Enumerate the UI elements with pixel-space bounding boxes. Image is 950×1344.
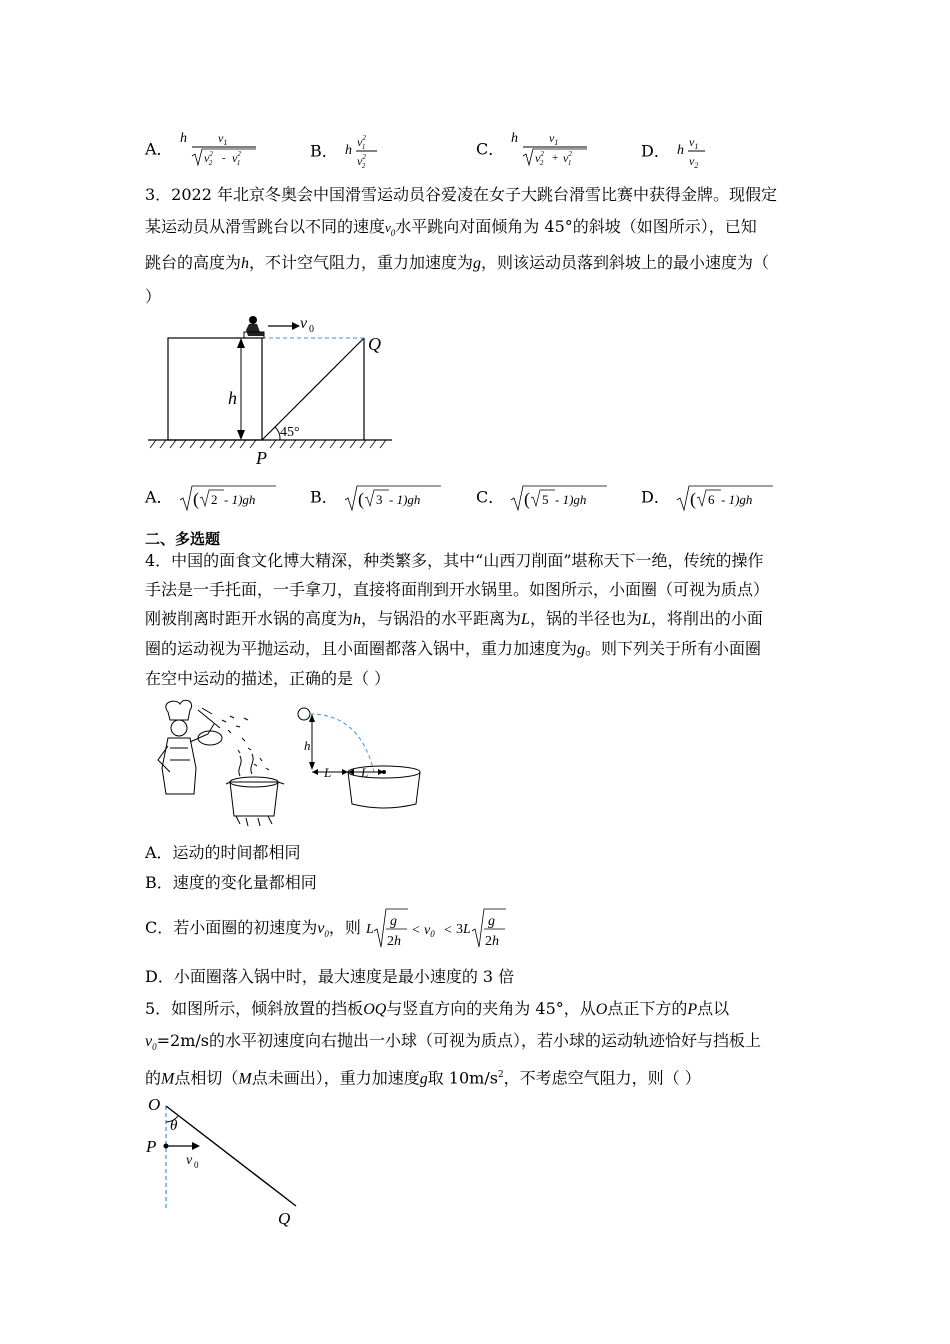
q5-line3: 的M点相切（M点未画出），重力加速度g取 $10m/s^2$，不考虑空气阻力，则（ ） bbox=[145, 1068, 701, 1088]
q4-line4: 圈的运动视为平抛运动，且小面圈都落入锅中，重力加速度为g。则下列关于所有小面圈 bbox=[145, 639, 762, 658]
svg-text:v22: $v^2$ 2 bbox=[356, 153, 366, 170]
svg-text:(: ( bbox=[689, 489, 696, 509]
svg-text:- 1)gh: - 1)gh bbox=[555, 492, 587, 507]
svg-text:v21: $v^2$ 1 bbox=[356, 134, 366, 151]
svg-text:h: h bbox=[511, 132, 519, 146]
p-label: P bbox=[256, 448, 267, 468]
q3-option-d: D． ( 6 - 1)gh bbox=[641, 484, 775, 512]
q5-line1: 5．如图所示，倾斜放置的挡板OQ与竖直方向的夹角为 45°，从O点正下方的P点以 bbox=[145, 999, 730, 1018]
q2-option-a-formula bbox=[178, 132, 258, 168]
svg-text:g: g bbox=[487, 913, 495, 929]
svg-text:v1: $v_1$ bbox=[217, 132, 227, 147]
svg-text:Q: Q bbox=[278, 1209, 291, 1228]
v0-label: v bbox=[300, 315, 308, 332]
svg-text:- 1)gh: - 1)gh bbox=[720, 492, 753, 507]
q4-option-a: A．运动的时间都相同 bbox=[145, 843, 301, 862]
svg-text:P: P bbox=[146, 1137, 157, 1156]
h-label: h bbox=[228, 388, 237, 408]
svg-text:2h: 2h bbox=[484, 933, 499, 949]
q2-option-a: A． h $v_1$ $v^2$ 2 - $v^2$ 1 bbox=[145, 132, 258, 168]
svg-text:L: L bbox=[324, 765, 332, 780]
q3-option-c: C． ( 5 - 1)gh bbox=[476, 484, 609, 512]
ground-hatching bbox=[150, 440, 386, 448]
svg-text:v22: $v^2$ 2 bbox=[203, 150, 213, 167]
svg-text:h: h bbox=[304, 738, 311, 753]
svg-text:v1: $v_1$ bbox=[549, 132, 559, 147]
q4-line1: 4．中国的面食文化博大精深，种类繁多，其中“山西刀削面”堪称天下一绝，传统的操作 bbox=[145, 551, 764, 570]
q2-option-d-formula bbox=[675, 132, 715, 172]
chef-illustration bbox=[150, 698, 290, 826]
angle-label: 45° bbox=[280, 425, 300, 440]
q3-line1: 3．2022 年北京冬奥会中国滑雪运动员谷爱凌在女子大跳台滑雪比赛中获得金牌。现假定 bbox=[145, 185, 777, 204]
svg-text:-: - bbox=[221, 152, 226, 164]
q-label: Q bbox=[368, 334, 381, 354]
svg-text:v2: $v_2$ bbox=[688, 154, 699, 170]
svg-text:(: ( bbox=[524, 489, 531, 509]
svg-text:2: 2 bbox=[210, 492, 218, 507]
trajectory bbox=[310, 714, 374, 772]
dough-ball bbox=[298, 708, 310, 720]
svg-text:3: 3 bbox=[375, 492, 383, 507]
svg-text:h: h bbox=[179, 132, 187, 146]
q2-option-b: B． h $v^2$ 1 $v^2$ 2 bbox=[310, 132, 383, 172]
q3-ski-jump-figure bbox=[140, 312, 400, 472]
svg-text:h: h bbox=[676, 143, 684, 158]
svg-text:(: ( bbox=[192, 489, 199, 509]
q2-option-b-formula bbox=[343, 132, 383, 172]
skier-icon bbox=[244, 316, 264, 338]
slope bbox=[262, 338, 364, 440]
svg-text:v: v bbox=[186, 1153, 193, 1168]
q2-option-d: D． h $v_1$ $v_2$ bbox=[641, 132, 715, 172]
q4-line2: 手法是一手托面，一手拿刀，直接将面削到开水锅里。如图所示，小面圈（可视为质点） bbox=[145, 580, 770, 599]
svg-text:(: ( bbox=[357, 489, 364, 509]
section-heading-multiple-choice: 二、多选题 bbox=[145, 530, 221, 548]
svg-text:- 1)gh: - 1)gh bbox=[388, 492, 421, 507]
svg-text:L: L bbox=[365, 921, 374, 937]
q4-option-c: C．若小面圈的初速度为$v_0$，则 L g 2h < $v_0$ < 3L g 2h bbox=[145, 906, 516, 950]
svg-text:<: < bbox=[411, 922, 420, 938]
q4-option-b: B．速度的变化量都相同 bbox=[145, 873, 317, 892]
svg-text:+: + bbox=[552, 152, 559, 164]
q2-option-c-formula bbox=[509, 132, 589, 168]
svg-text:g: g bbox=[389, 913, 397, 929]
svg-text:O: O bbox=[148, 1095, 161, 1114]
q5-line2: $v_0=2m/s$的水平初速度向右抛出一小球（可视为质点），若小球的运动轨迹恰好与挡板上 bbox=[145, 1031, 761, 1053]
q2-option-c: C． h $v_1$ $v^2$ 2 + $v^2$ 1 bbox=[476, 132, 589, 168]
q3-option-a: A． ( 2 - 1)gh bbox=[145, 484, 278, 512]
svg-text:6: 6 bbox=[707, 492, 715, 507]
svg-text:3L: 3L bbox=[455, 921, 471, 937]
svg-text:0: 0 bbox=[194, 1160, 199, 1170]
svg-text:0: 0 bbox=[309, 324, 314, 335]
q5-board-figure bbox=[140, 1092, 310, 1232]
svg-text:<: < bbox=[443, 922, 452, 938]
q3-line4: ） bbox=[145, 287, 162, 306]
svg-text:- 1)gh: - 1)gh bbox=[223, 492, 256, 507]
q4-line5: 在空中运动的描述，正确的是（ ） bbox=[145, 669, 391, 688]
svg-text:h: h bbox=[344, 143, 352, 158]
q4-line3: 刚被削离时距开水锅的高度为h，与锅沿的水平距离为L，锅的半径也为L，将削出的小面 bbox=[145, 609, 763, 628]
q3-line3: 跳台的高度为h，不计空气阻力，重力加速度为g，则该运动员落到斜坡上的最小速度为（ bbox=[145, 253, 770, 272]
svg-text:5: 5 bbox=[542, 492, 549, 507]
q3-line2: 某运动员从滑雪跳台以不同的速度$v_0$水平跳向对面倾角为 45°的斜坡（如图所示），已知 bbox=[145, 217, 757, 239]
point-p bbox=[164, 1144, 169, 1149]
jump-platform bbox=[168, 338, 262, 440]
q3-option-b: B． ( 3 - 1)gh bbox=[310, 484, 443, 512]
svg-text:v1: $v_1$ bbox=[688, 135, 699, 151]
q4-trajectory-diagram bbox=[290, 700, 440, 820]
svg-text:v0: $v_0$ bbox=[423, 922, 435, 939]
svg-text:L: L bbox=[361, 765, 369, 780]
pot-body bbox=[348, 772, 420, 808]
svg-text:v21: $v^2$ 1 bbox=[563, 150, 573, 167]
svg-text:v22: $v^2$ 2 bbox=[535, 150, 545, 167]
svg-text:2h: 2h bbox=[386, 933, 401, 949]
q4-option-d: D．小面圈落入锅中时，最大速度是最小速度的 3 倍 bbox=[145, 967, 515, 986]
svg-text:v21: $v^2$ 1 bbox=[231, 150, 241, 167]
q4-option-c-formula bbox=[366, 907, 516, 951]
svg-text:θ: θ bbox=[170, 1118, 178, 1134]
